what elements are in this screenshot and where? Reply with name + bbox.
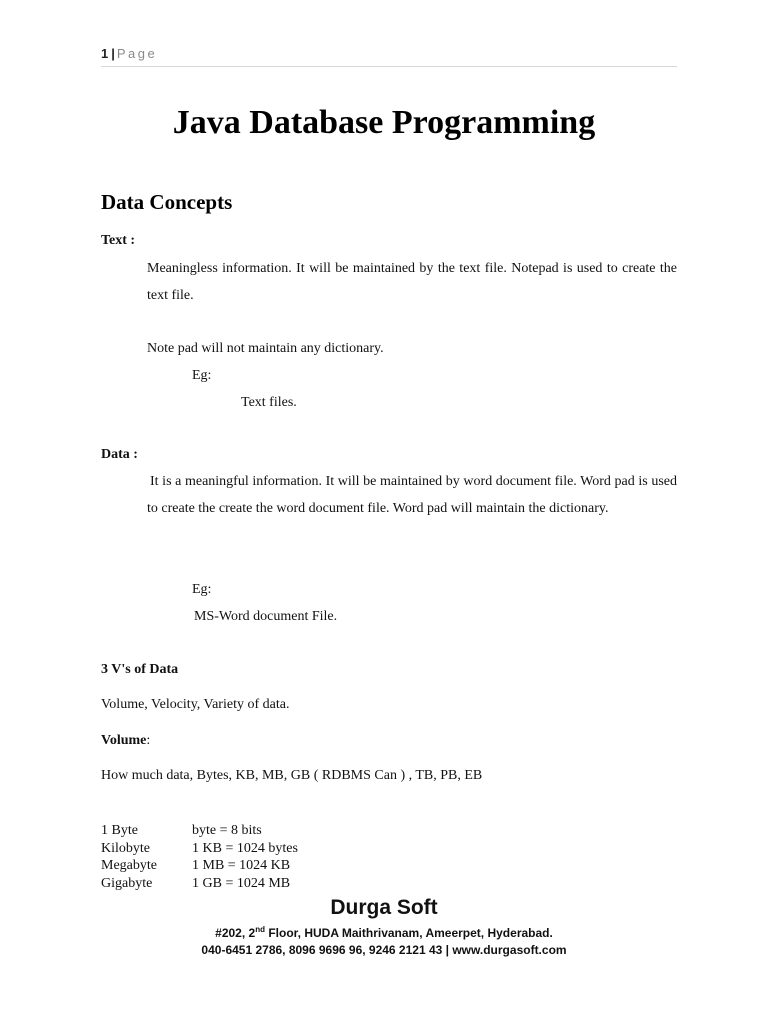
- unit-name: 1 Byte: [101, 823, 138, 838]
- volume-heading: [101, 733, 150, 749]
- page-header: [101, 46, 677, 67]
- page-separator: |: [111, 46, 115, 61]
- unit-name: Gigabyte: [101, 875, 153, 891]
- data-eg-value: MS-Word document File.: [194, 609, 338, 624]
- volume-line: How much data, Bytes, KB, MB, GB ( RDBMS Can ) , TB, PB, EB: [101, 768, 483, 783]
- data-eg-label: Eg:: [192, 582, 212, 597]
- data-paragraph: It is a meaningful information. It will be maintained by word document file. Word pad is used to create the create the word document file. Word pad will maintain the dictionary.: [147, 474, 677, 516]
- address-sup: nd: [255, 925, 265, 934]
- vs-heading: 3 V's of Data: [101, 662, 179, 677]
- document-title: Java Database Programming: [172, 104, 596, 141]
- unit-row: [101, 857, 298, 875]
- footer-company: Durga Soft: [330, 896, 438, 919]
- unit-row: [101, 875, 298, 893]
- page-number: 1: [101, 46, 109, 61]
- text-note: Note pad will not maintain any dictionary.: [147, 341, 384, 356]
- footer-address: [0, 925, 768, 940]
- volume-label: Volume: [101, 733, 147, 748]
- unit-row: [101, 822, 298, 840]
- units-table: [101, 822, 298, 892]
- unit-value: 1 KB = 1024 bytes: [192, 840, 298, 856]
- unit-value: 1 MB = 1024 KB: [192, 858, 291, 873]
- section-heading: Data Concepts: [101, 190, 233, 214]
- page-label: Page: [116, 46, 158, 61]
- unit-row: [101, 840, 298, 858]
- unit-value: 1 GB = 1024 MB: [192, 875, 291, 891]
- unit-name: Megabyte: [101, 858, 157, 873]
- volume-colon: :: [146, 733, 151, 748]
- text-eg-value: Text files.: [241, 395, 297, 410]
- unit-name: Kilobyte: [101, 840, 150, 856]
- address-prefix: #202, 2: [215, 926, 256, 940]
- text-paragraph: Meaningless information. It will be maintained by the text file. Notepad is used to create the text file.: [147, 261, 677, 303]
- vs-line: Volume, Velocity, Variety of data.: [101, 697, 290, 712]
- text-eg-label: Eg:: [192, 368, 212, 383]
- text-label: Text :: [101, 233, 136, 248]
- unit-value: byte = 8 bits: [192, 823, 262, 838]
- address-suffix: Floor, HUDA Maithrivanam, Ameerpet, Hyderabad.: [264, 926, 553, 940]
- footer-contact: 040-6451 2786, 8096 9696 96, 9246 2121 43 | www.durgasoft.com: [201, 943, 567, 957]
- data-label: Data :: [101, 447, 138, 462]
